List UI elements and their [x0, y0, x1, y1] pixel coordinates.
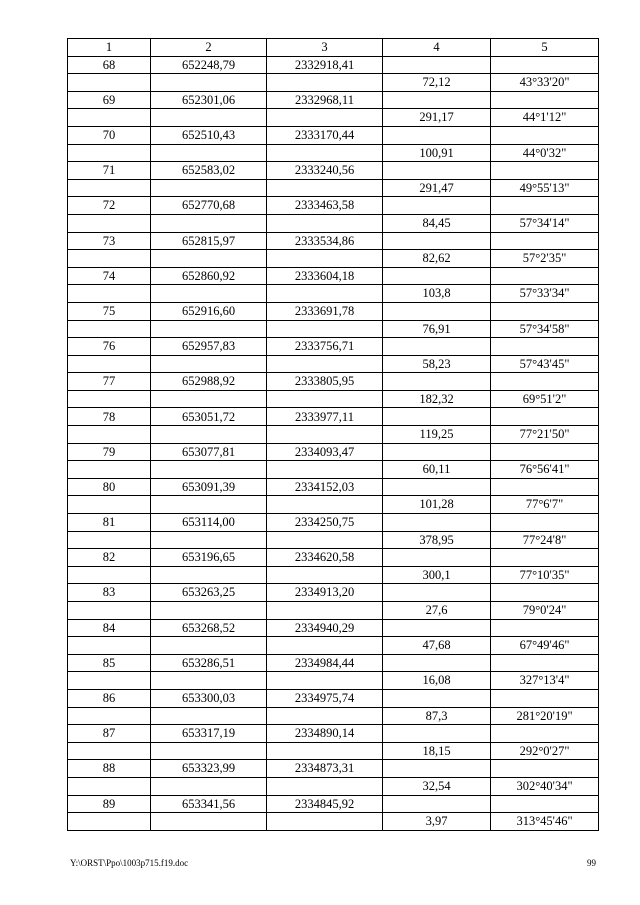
empty-cell: [151, 496, 267, 514]
empty-cell: [151, 531, 267, 549]
cell-angle: 57°43'45": [491, 355, 599, 373]
segment-row: [68, 214, 599, 232]
empty-cell: [68, 144, 151, 162]
cell-dist: 3,97: [383, 813, 491, 831]
col-header-3: 3: [267, 39, 383, 57]
empty-cell: [491, 91, 599, 109]
cell-n: 83: [68, 584, 151, 602]
cell-n: 69: [68, 91, 151, 109]
cell-x: 653341,56: [151, 795, 267, 813]
cell-y: 2333240,56: [267, 162, 383, 180]
segment-row: [68, 707, 599, 725]
cell-y: 2333534,86: [267, 232, 383, 250]
cell-angle: 327°13'4": [491, 672, 599, 690]
empty-cell: [68, 602, 151, 620]
cell-n: 86: [68, 689, 151, 707]
empty-cell: [491, 408, 599, 426]
cell-dist: 27,6: [383, 602, 491, 620]
cell-angle: 313°45'46": [491, 813, 599, 831]
empty-cell: [151, 707, 267, 725]
cell-y: 2334975,74: [267, 689, 383, 707]
point-row: [68, 408, 599, 426]
empty-cell: [267, 566, 383, 584]
cell-n: 85: [68, 654, 151, 672]
cell-dist: 119,25: [383, 426, 491, 444]
cell-x: 653091,39: [151, 478, 267, 496]
empty-cell: [151, 144, 267, 162]
segment-row: [68, 285, 599, 303]
cell-dist: 84,45: [383, 214, 491, 232]
cell-dist: 100,91: [383, 144, 491, 162]
empty-cell: [68, 355, 151, 373]
empty-cell: [68, 566, 151, 584]
cell-angle: 281°20'19": [491, 707, 599, 725]
empty-cell: [383, 267, 491, 285]
cell-angle: 292°0'27": [491, 742, 599, 760]
cell-y: 2334250,75: [267, 514, 383, 532]
segment-row: [68, 390, 599, 408]
empty-cell: [491, 514, 599, 532]
cell-dist: 16,08: [383, 672, 491, 690]
empty-cell: [383, 302, 491, 320]
cell-n: 87: [68, 725, 151, 743]
point-row: [68, 689, 599, 707]
coordinates-table: [67, 38, 599, 831]
point-row: [68, 549, 599, 567]
empty-cell: [151, 320, 267, 338]
cell-x: 653323,99: [151, 760, 267, 778]
point-row: [68, 126, 599, 144]
cell-dist: 378,95: [383, 531, 491, 549]
empty-cell: [68, 496, 151, 514]
segment-row: [68, 355, 599, 373]
cell-y: 2332918,41: [267, 56, 383, 74]
point-row: [68, 338, 599, 356]
cell-x: 652583,02: [151, 162, 267, 180]
cell-dist: 103,8: [383, 285, 491, 303]
empty-cell: [383, 725, 491, 743]
empty-cell: [383, 232, 491, 250]
segment-row: [68, 742, 599, 760]
empty-cell: [267, 109, 383, 127]
table-body: [68, 56, 599, 830]
segment-row: [68, 461, 599, 479]
cell-angle: 77°21'50": [491, 426, 599, 444]
point-row: [68, 760, 599, 778]
empty-cell: [68, 109, 151, 127]
empty-cell: [267, 637, 383, 655]
segment-row: [68, 179, 599, 197]
empty-cell: [68, 707, 151, 725]
segment-row: [68, 496, 599, 514]
point-row: [68, 162, 599, 180]
cell-y: 2334913,20: [267, 584, 383, 602]
empty-cell: [491, 56, 599, 74]
empty-cell: [267, 144, 383, 162]
cell-n: 68: [68, 56, 151, 74]
cell-n: 73: [68, 232, 151, 250]
empty-cell: [151, 742, 267, 760]
table-header-row: [68, 39, 599, 57]
point-row: [68, 373, 599, 391]
empty-cell: [267, 602, 383, 620]
empty-cell: [491, 584, 599, 602]
empty-cell: [383, 91, 491, 109]
empty-cell: [491, 338, 599, 356]
empty-cell: [267, 355, 383, 373]
empty-cell: [151, 390, 267, 408]
cell-angle: 57°34'58": [491, 320, 599, 338]
point-row: [68, 725, 599, 743]
empty-cell: [267, 707, 383, 725]
footer-page-number: 99: [587, 858, 596, 868]
empty-cell: [383, 373, 491, 391]
segment-row: [68, 637, 599, 655]
cell-x: 652301,06: [151, 91, 267, 109]
cell-angle: 76°56'41": [491, 461, 599, 479]
point-row: [68, 478, 599, 496]
cell-dist: 47,68: [383, 637, 491, 655]
empty-cell: [68, 777, 151, 795]
empty-cell: [267, 285, 383, 303]
cell-y: 2334940,29: [267, 619, 383, 637]
empty-cell: [383, 162, 491, 180]
empty-cell: [491, 373, 599, 391]
empty-cell: [151, 672, 267, 690]
cell-x: 653196,65: [151, 549, 267, 567]
cell-angle: 67°49'46": [491, 637, 599, 655]
empty-cell: [491, 126, 599, 144]
cell-n: 77: [68, 373, 151, 391]
col-header-1: 1: [68, 39, 151, 57]
cell-y: 2333977,11: [267, 408, 383, 426]
point-row: [68, 443, 599, 461]
col-header-2: 2: [151, 39, 267, 57]
cell-angle: 77°6'7": [491, 496, 599, 514]
cell-dist: 32,54: [383, 777, 491, 795]
empty-cell: [267, 672, 383, 690]
cell-dist: 300,1: [383, 566, 491, 584]
segment-row: [68, 109, 599, 127]
cell-dist: 101,28: [383, 496, 491, 514]
cell-angle: 44°0'32": [491, 144, 599, 162]
empty-cell: [383, 689, 491, 707]
cell-n: 78: [68, 408, 151, 426]
empty-cell: [267, 74, 383, 92]
segment-row: [68, 777, 599, 795]
empty-cell: [383, 197, 491, 215]
segment-row: [68, 144, 599, 162]
cell-y: 2333691,78: [267, 302, 383, 320]
empty-cell: [151, 777, 267, 795]
empty-cell: [383, 443, 491, 461]
cell-angle: 57°33'34": [491, 285, 599, 303]
empty-cell: [491, 478, 599, 496]
empty-cell: [491, 654, 599, 672]
cell-y: 2333805,95: [267, 373, 383, 391]
cell-angle: 43°33'20": [491, 74, 599, 92]
empty-cell: [151, 637, 267, 655]
cell-n: 71: [68, 162, 151, 180]
cell-dist: 58,23: [383, 355, 491, 373]
segment-row: [68, 672, 599, 690]
empty-cell: [267, 531, 383, 549]
cell-n: 84: [68, 619, 151, 637]
cell-y: 2334093,47: [267, 443, 383, 461]
empty-cell: [267, 742, 383, 760]
cell-n: 74: [68, 267, 151, 285]
segment-row: [68, 74, 599, 92]
empty-cell: [151, 285, 267, 303]
empty-cell: [383, 478, 491, 496]
cell-x: 653286,51: [151, 654, 267, 672]
cell-y: 2334984,44: [267, 654, 383, 672]
segment-row: [68, 566, 599, 584]
cell-x: 653268,52: [151, 619, 267, 637]
empty-cell: [151, 109, 267, 127]
segment-row: [68, 320, 599, 338]
empty-cell: [491, 267, 599, 285]
cell-dist: 291,47: [383, 179, 491, 197]
cell-y: 2332968,11: [267, 91, 383, 109]
segment-row: [68, 813, 599, 831]
empty-cell: [383, 514, 491, 532]
empty-cell: [68, 285, 151, 303]
empty-cell: [383, 654, 491, 672]
empty-cell: [267, 426, 383, 444]
cell-n: 89: [68, 795, 151, 813]
empty-cell: [68, 813, 151, 831]
empty-cell: [491, 232, 599, 250]
cell-x: 653051,72: [151, 408, 267, 426]
cell-x: 652815,97: [151, 232, 267, 250]
point-row: [68, 302, 599, 320]
empty-cell: [151, 602, 267, 620]
empty-cell: [68, 179, 151, 197]
cell-y: 2334845,92: [267, 795, 383, 813]
empty-cell: [491, 725, 599, 743]
point-row: [68, 654, 599, 672]
point-row: [68, 232, 599, 250]
empty-cell: [68, 320, 151, 338]
cell-x: 653077,81: [151, 443, 267, 461]
cell-y: 2334873,31: [267, 760, 383, 778]
cell-x: 653317,19: [151, 725, 267, 743]
empty-cell: [267, 179, 383, 197]
segment-row: [68, 426, 599, 444]
empty-cell: [267, 461, 383, 479]
empty-cell: [267, 250, 383, 268]
empty-cell: [68, 214, 151, 232]
cell-angle: 77°10'35": [491, 566, 599, 584]
footer-file-path: Y:\ORST\Ppo\1003p715.f19.doc: [70, 858, 189, 868]
cell-y: 2333463,58: [267, 197, 383, 215]
empty-cell: [151, 813, 267, 831]
empty-cell: [68, 672, 151, 690]
empty-cell: [491, 197, 599, 215]
cell-angle: 57°34'14": [491, 214, 599, 232]
cell-n: 81: [68, 514, 151, 532]
point-row: [68, 197, 599, 215]
col-header-4: 4: [383, 39, 491, 57]
empty-cell: [383, 338, 491, 356]
empty-cell: [267, 777, 383, 795]
empty-cell: [267, 496, 383, 514]
empty-cell: [68, 74, 151, 92]
cell-x: 652916,60: [151, 302, 267, 320]
empty-cell: [383, 549, 491, 567]
cell-n: 79: [68, 443, 151, 461]
segment-row: [68, 602, 599, 620]
cell-angle: 49°55'13": [491, 179, 599, 197]
cell-n: 70: [68, 126, 151, 144]
empty-cell: [68, 637, 151, 655]
empty-cell: [491, 795, 599, 813]
cell-x: 652248,79: [151, 56, 267, 74]
empty-cell: [491, 162, 599, 180]
cell-y: 2333756,71: [267, 338, 383, 356]
empty-cell: [68, 531, 151, 549]
cell-x: 652510,43: [151, 126, 267, 144]
cell-angle: 57°2'35": [491, 250, 599, 268]
point-row: [68, 514, 599, 532]
cell-dist: 87,3: [383, 707, 491, 725]
empty-cell: [151, 355, 267, 373]
segment-row: [68, 250, 599, 268]
point-row: [68, 56, 599, 74]
col-header-5: 5: [491, 39, 599, 57]
empty-cell: [491, 619, 599, 637]
empty-cell: [151, 426, 267, 444]
point-row: [68, 91, 599, 109]
cell-y: 2333604,18: [267, 267, 383, 285]
empty-cell: [383, 619, 491, 637]
cell-dist: 76,91: [383, 320, 491, 338]
cell-n: 72: [68, 197, 151, 215]
cell-angle: 79°0'24": [491, 602, 599, 620]
cell-x: 653114,00: [151, 514, 267, 532]
empty-cell: [68, 426, 151, 444]
empty-cell: [151, 461, 267, 479]
segment-row: [68, 531, 599, 549]
cell-x: 653300,03: [151, 689, 267, 707]
cell-x: 652957,83: [151, 338, 267, 356]
cell-n: 76: [68, 338, 151, 356]
empty-cell: [68, 390, 151, 408]
empty-cell: [267, 320, 383, 338]
point-row: [68, 584, 599, 602]
empty-cell: [267, 390, 383, 408]
empty-cell: [383, 795, 491, 813]
cell-x: 652770,68: [151, 197, 267, 215]
empty-cell: [68, 742, 151, 760]
empty-cell: [151, 566, 267, 584]
empty-cell: [383, 56, 491, 74]
cell-x: 653263,25: [151, 584, 267, 602]
cell-angle: 44°1'12": [491, 109, 599, 127]
cell-n: 88: [68, 760, 151, 778]
empty-cell: [151, 214, 267, 232]
empty-cell: [267, 214, 383, 232]
cell-dist: 182,32: [383, 390, 491, 408]
cell-angle: 302°40'34": [491, 777, 599, 795]
cell-dist: 60,11: [383, 461, 491, 479]
empty-cell: [68, 461, 151, 479]
cell-angle: 69°51'2": [491, 390, 599, 408]
empty-cell: [383, 584, 491, 602]
empty-cell: [151, 74, 267, 92]
empty-cell: [383, 408, 491, 426]
empty-cell: [151, 250, 267, 268]
cell-n: 80: [68, 478, 151, 496]
empty-cell: [491, 760, 599, 778]
point-row: [68, 795, 599, 813]
cell-dist: 72,12: [383, 74, 491, 92]
empty-cell: [68, 250, 151, 268]
cell-y: 2334620,58: [267, 549, 383, 567]
empty-cell: [383, 126, 491, 144]
empty-cell: [151, 179, 267, 197]
cell-n: 75: [68, 302, 151, 320]
cell-dist: 291,17: [383, 109, 491, 127]
empty-cell: [491, 302, 599, 320]
cell-x: 652988,92: [151, 373, 267, 391]
cell-y: 2334890,14: [267, 725, 383, 743]
cell-n: 82: [68, 549, 151, 567]
point-row: [68, 267, 599, 285]
cell-y: 2333170,44: [267, 126, 383, 144]
cell-x: 652860,92: [151, 267, 267, 285]
empty-cell: [491, 689, 599, 707]
cell-y: 2334152,03: [267, 478, 383, 496]
empty-cell: [267, 813, 383, 831]
cell-angle: 77°24'8": [491, 531, 599, 549]
cell-dist: 18,15: [383, 742, 491, 760]
cell-dist: 82,62: [383, 250, 491, 268]
empty-cell: [491, 549, 599, 567]
point-row: [68, 619, 599, 637]
empty-cell: [383, 760, 491, 778]
empty-cell: [491, 443, 599, 461]
